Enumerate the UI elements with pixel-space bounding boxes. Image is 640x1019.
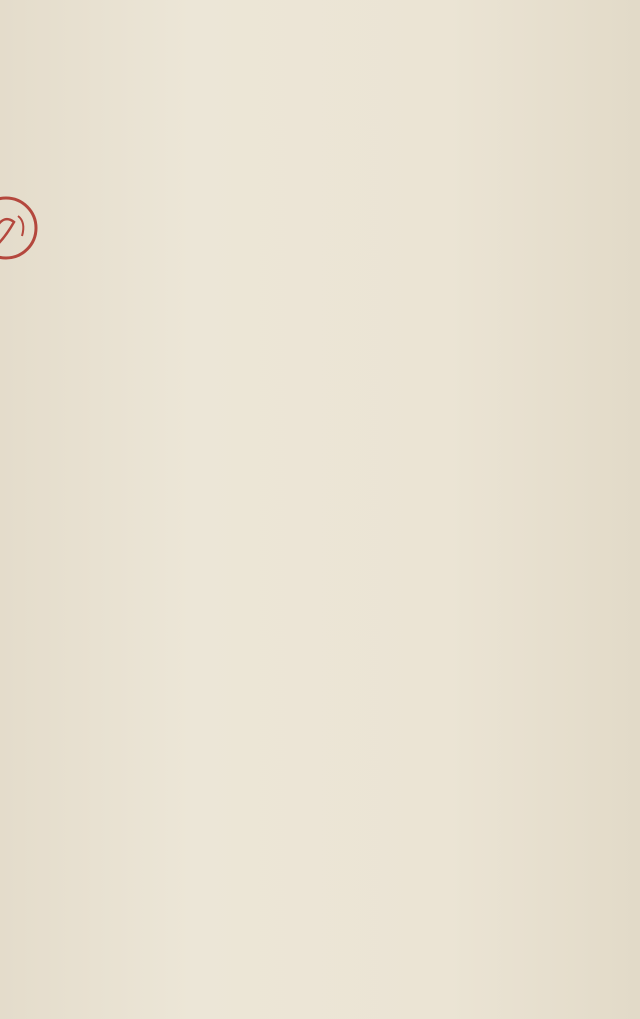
red-stamp-mark xyxy=(0,192,50,272)
